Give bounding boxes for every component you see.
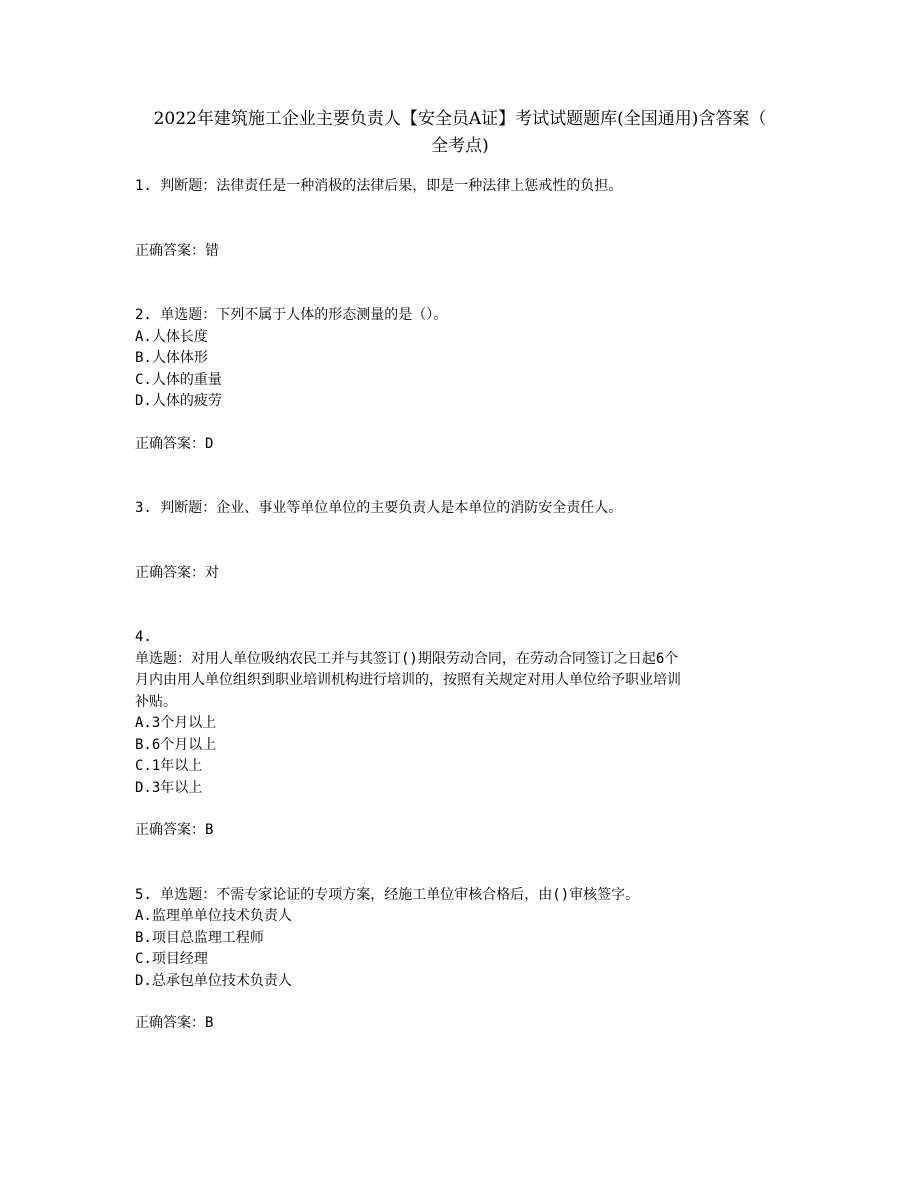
question-text: 3. 判断题：企业、事业等单位单位的主要负责人是本单位的消防安全责任人。 bbox=[135, 500, 623, 516]
option-c: C.人体的重量 bbox=[135, 371, 222, 388]
question-number: 4. bbox=[135, 629, 152, 645]
question-5 bbox=[135, 885, 795, 1035]
option-c: C.1年以上 bbox=[135, 758, 203, 774]
question-1 bbox=[135, 176, 795, 262]
question-text-line: 单选题：对用人单位吸纳农民工并与其签订()期限劳动合同，在劳动合同签订之日起6个 bbox=[135, 650, 679, 667]
question-text-line: 月内由用人单位组织到职业培训机构进行培训的，按照有关规定对用人单位给予职业培训 bbox=[135, 672, 681, 688]
answer-line: 正确答案：D bbox=[135, 435, 214, 452]
question-text: 5. 单选题：不需专家论证的专项方案，经施工单位审核合格后，由()审核签字。 bbox=[135, 886, 640, 903]
answer-line: 正确答案：B bbox=[135, 822, 214, 838]
option-c: C.项目经理 bbox=[135, 951, 208, 967]
document-title bbox=[110, 106, 810, 160]
option-b: B.人体体形 bbox=[135, 350, 208, 366]
title-line: 全考点) bbox=[431, 136, 489, 156]
question-list bbox=[135, 176, 795, 1035]
option-a: A.监理单单位技术负责人 bbox=[135, 908, 292, 924]
option-b: B.6个月以上 bbox=[135, 736, 217, 753]
answer-line: 正确答案：B bbox=[135, 1015, 214, 1031]
title-line: 2022年建筑施工企业主要负责人【安全员A证】考试试题题库(全国通用)含答案（ bbox=[153, 109, 767, 129]
option-b: B.项目总监理工程师 bbox=[135, 929, 264, 946]
question-3 bbox=[135, 498, 795, 584]
question-text-line: 补贴。 bbox=[135, 693, 177, 710]
question-text: 2. 单选题：下列不属于人体的形态测量的是（）。 bbox=[135, 307, 448, 323]
option-d: D.3年以上 bbox=[135, 779, 203, 796]
option-d: D.总承包单位技术负责人 bbox=[135, 972, 292, 989]
answer-line: 正确答案：对 bbox=[135, 564, 219, 581]
option-a: A.3个月以上 bbox=[135, 715, 217, 731]
option-d: D.人体的疲劳 bbox=[135, 393, 222, 409]
question-text: 1. 判断题：法律责任是一种消极的法律后果，即是一种法律上惩戒性的负担。 bbox=[135, 178, 623, 194]
option-a: A.人体长度 bbox=[135, 328, 208, 345]
question-2 bbox=[135, 305, 795, 455]
answer-line: 正确答案：错 bbox=[135, 242, 219, 259]
question-4 bbox=[135, 627, 795, 842]
